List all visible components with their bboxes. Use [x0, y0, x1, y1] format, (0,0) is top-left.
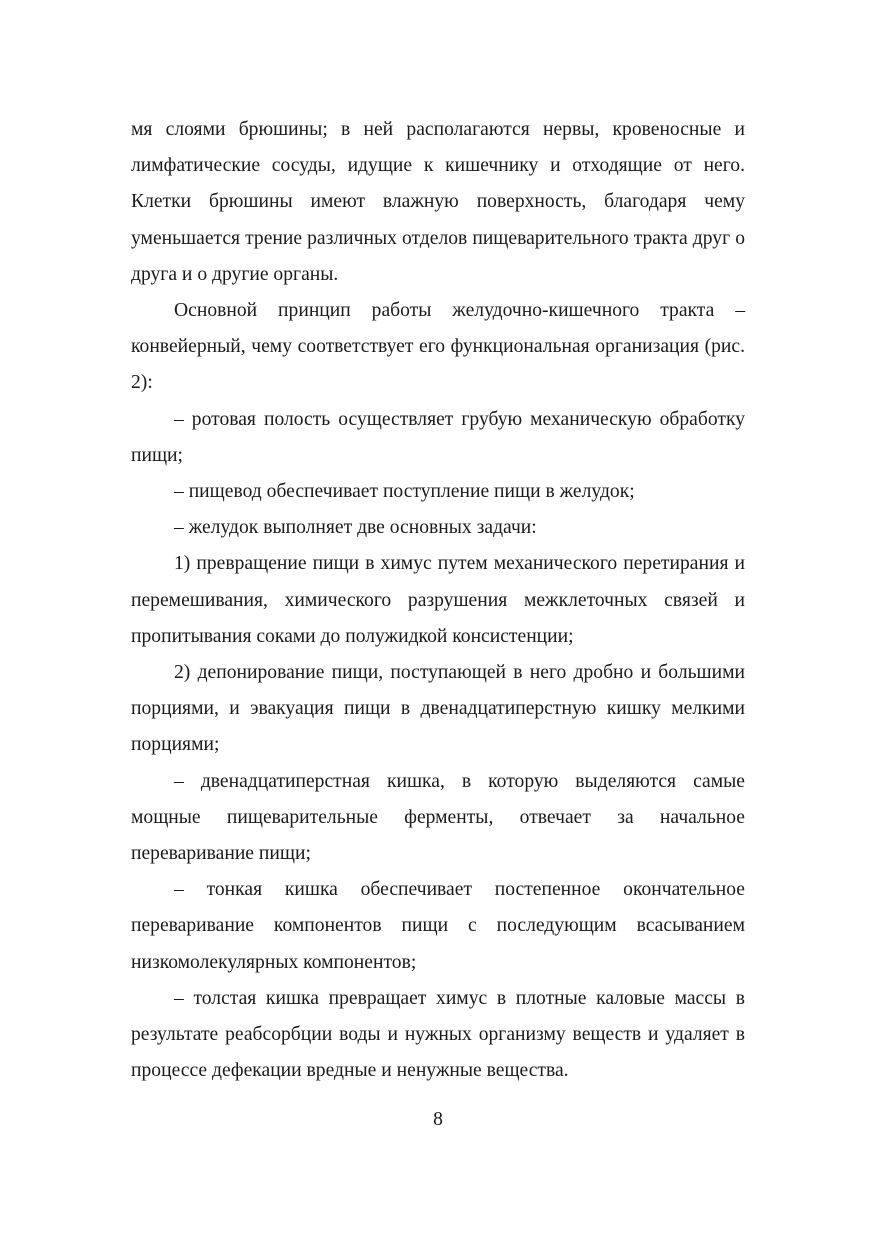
- sublist-item-chyme: 1) превращение пищи в химус путем механического перетирания и перемешивания, химического разрушения межклеточных связей и пропитывания соками до полужидкой консистенции;: [131, 553, 745, 647]
- list-item-esophagus: – пищевод обеспечивает поступление пищи в желудок;: [174, 481, 635, 503]
- list-item-oral-cavity: – ротовая полость осуществляет грубую механическую обработку пищи;: [131, 408, 745, 466]
- paragraph-conveyor-principle: Основной принцип работы желудочно-кишечного тракта – конвейерный, чему соответствует его функциональная организация (рис. 2):: [131, 300, 745, 394]
- page-number: 8: [433, 1109, 443, 1130]
- list-item-small-intestine: – тонкая кишка обеспечивает постепенное окончательное переваривание компонентов пищи с последующим всасыванием низкомолекулярных компонентов;: [131, 879, 745, 973]
- paragraph-peritoneum-continuation: мя слоями брюшины; в ней располагаются нервы, кровеносные и лимфатические сосуды, идущие к кишечнику и отходящие от него. Клетки брюшины имеют влажную поверхность, благодаря чему уменьшается трение различных отделов пищеварительного тракта друг о друга и о другие органы.: [131, 119, 745, 285]
- list-item-large-intestine: – толстая кишка превращает химус в плотные каловые массы в результате реабсорбции воды и нужных организму веществ и удаляет в процессе дефекации вредные и ненужные вещества.: [131, 987, 745, 1082]
- list-item-stomach: – желудок выполняет две основных задачи:: [174, 517, 537, 539]
- list-item-duodenum: – двенадцатиперстная кишка, в которую выделяются самые мощные пищеварительные ферменты, отвечает за начальное переваривание пищи;: [131, 770, 745, 865]
- sublist-item-deposition: 2) депонирование пищи, поступающей в него дробно и большими порциями, и эвакуация пищи в двенадцатиперстную кишку мелкими порциями;: [131, 662, 745, 756]
- body-text: [131, 112, 745, 1089]
